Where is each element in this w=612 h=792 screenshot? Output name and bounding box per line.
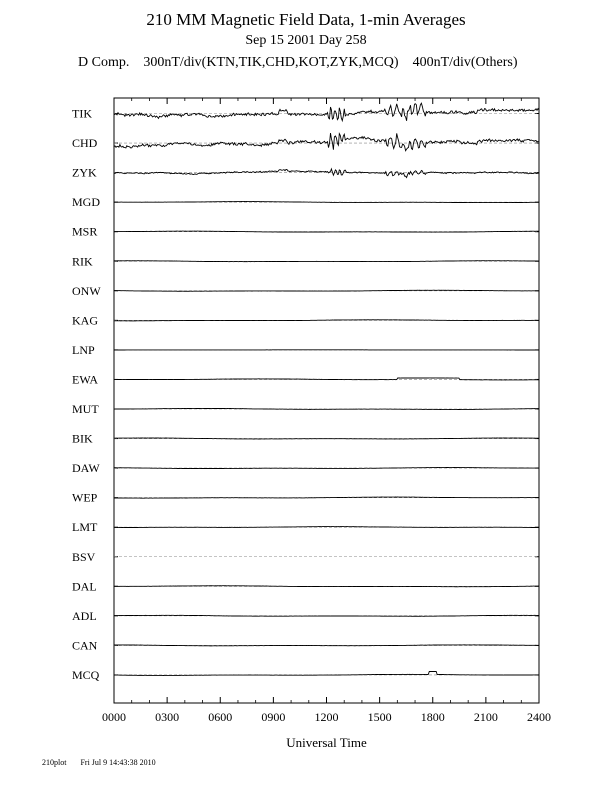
station-label: MCQ xyxy=(72,667,100,682)
x-tick-label: 2400 xyxy=(527,710,551,724)
station-label: LMT xyxy=(72,520,98,535)
station-label: MSR xyxy=(72,224,98,239)
station-label: ZYK xyxy=(72,165,97,180)
station-trace xyxy=(114,468,539,469)
x-tick-label: 0600 xyxy=(208,710,233,724)
component-label: D Comp. xyxy=(78,55,130,70)
station-label: EWA xyxy=(72,372,98,387)
station-trace xyxy=(114,408,539,409)
station-label: CHD xyxy=(72,136,98,151)
station-trace xyxy=(114,378,539,380)
program-name: 210plot xyxy=(42,758,67,767)
x-tick-label: 0300 xyxy=(155,710,180,724)
station-trace xyxy=(114,231,539,232)
station-trace xyxy=(114,586,539,587)
station-trace xyxy=(114,133,539,151)
footer xyxy=(42,758,168,767)
x-tick-label: 1200 xyxy=(314,710,339,724)
scale-primary-label: 300nT/div(KTN,TIK,CHD,KOT,ZYK,MCQ) xyxy=(143,55,399,70)
station-label: ADL xyxy=(72,608,97,623)
station-trace xyxy=(114,290,539,291)
station-trace xyxy=(114,497,539,498)
x-tick-label: 0900 xyxy=(261,710,286,724)
station-trace xyxy=(114,438,539,439)
station-trace xyxy=(114,261,539,262)
station-label: DAW xyxy=(72,461,100,476)
x-tick-label: 0000 xyxy=(102,710,126,724)
x-tick-label: 1500 xyxy=(367,710,392,724)
station-trace xyxy=(114,103,539,121)
x-axis-label: Universal Time xyxy=(286,735,367,750)
chart-title: 210 MM Magnetic Field Data, 1-min Averages xyxy=(146,10,466,29)
station-label: MGD xyxy=(72,195,101,210)
station-label: BSV xyxy=(72,549,96,564)
plot-frame xyxy=(114,98,539,703)
x-tick-label: 2100 xyxy=(473,710,498,724)
station-label: WEP xyxy=(72,490,98,505)
station-trace xyxy=(114,672,539,676)
station-label: KAG xyxy=(72,313,98,328)
station-label: ONW xyxy=(72,283,101,298)
station-label: LNP xyxy=(72,342,95,357)
footer-timestamp: Fri Jul 9 14:43:38 2010 xyxy=(80,758,156,767)
station-label: BIK xyxy=(72,431,93,446)
station-label: MUT xyxy=(72,402,99,416)
station-label: CAN xyxy=(72,638,98,653)
station-trace xyxy=(114,615,539,616)
station-label: RIK xyxy=(72,254,93,269)
chart-subtitle: Sep 15 2001 Day 258 xyxy=(245,33,367,48)
x-tick-label: 1800 xyxy=(420,710,445,724)
station-label: DAL xyxy=(72,579,97,594)
station-trace xyxy=(114,169,539,178)
station-trace xyxy=(114,320,539,321)
scale-secondary-label: 400nT/div(Others) xyxy=(412,55,518,70)
station-label: TIK xyxy=(72,106,92,121)
